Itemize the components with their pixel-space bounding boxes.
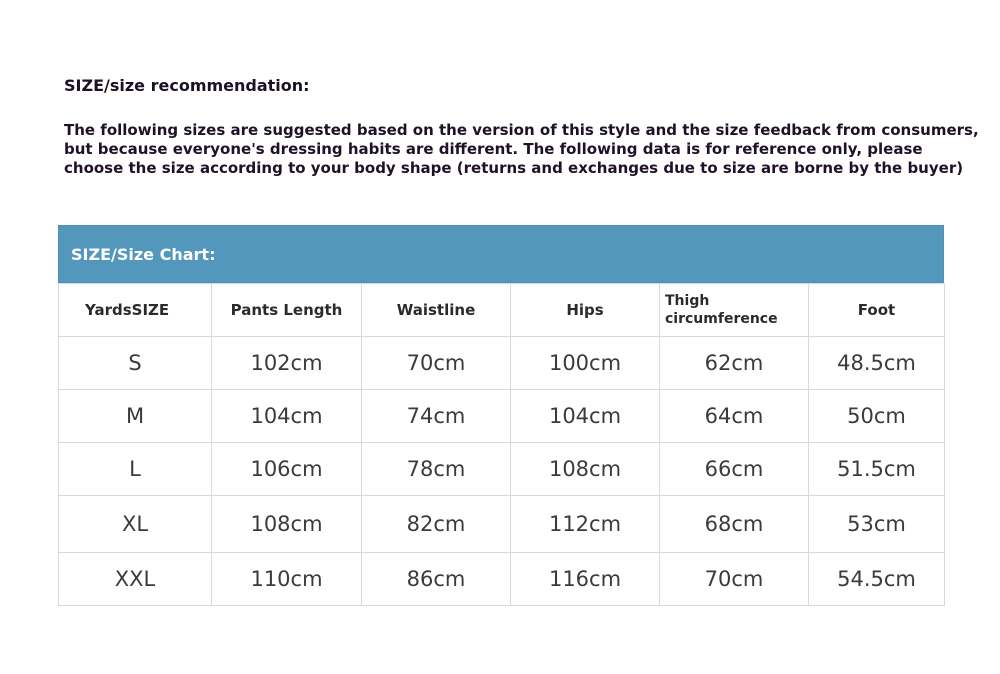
table-header-row bbox=[59, 284, 945, 337]
cell-thigh: 64cm bbox=[660, 390, 809, 443]
size-chart bbox=[58, 225, 944, 606]
intro-line-3: choose the size according to your body shape (returns and exchanges due to size are borne by the buyer) bbox=[64, 159, 964, 177]
cell-pants-length: 106cm bbox=[212, 443, 362, 496]
cell-size: S bbox=[59, 337, 212, 390]
column-header-size: YardsSIZE bbox=[59, 284, 212, 337]
cell-foot: 50cm bbox=[809, 390, 945, 443]
cell-size: XL bbox=[59, 496, 212, 553]
cell-pants-length: 108cm bbox=[212, 496, 362, 553]
cell-thigh: 62cm bbox=[660, 337, 809, 390]
cell-thigh: 68cm bbox=[660, 496, 809, 553]
cell-size: L bbox=[59, 443, 212, 496]
column-header-pants-length: Pants Length bbox=[212, 284, 362, 337]
table-row bbox=[59, 496, 945, 553]
cell-thigh: 70cm bbox=[660, 553, 809, 606]
cell-pants-length: 104cm bbox=[212, 390, 362, 443]
column-header-waistline: Waistline bbox=[362, 284, 511, 337]
cell-hips: 116cm bbox=[511, 553, 660, 606]
cell-foot: 54.5cm bbox=[809, 553, 945, 606]
intro-text bbox=[64, 121, 979, 178]
table-row bbox=[59, 337, 945, 390]
cell-waistline: 74cm bbox=[362, 390, 511, 443]
cell-hips: 112cm bbox=[511, 496, 660, 553]
cell-foot: 51.5cm bbox=[809, 443, 945, 496]
cell-waistline: 86cm bbox=[362, 553, 511, 606]
column-header-thigh: Thigh circumference bbox=[660, 284, 809, 337]
cell-hips: 104cm bbox=[511, 390, 660, 443]
cell-size: XXL bbox=[59, 553, 212, 606]
cell-hips: 100cm bbox=[511, 337, 660, 390]
page-heading: SIZE/size recommendation: bbox=[64, 76, 310, 95]
table-row bbox=[59, 443, 945, 496]
cell-hips: 108cm bbox=[511, 443, 660, 496]
intro-line-2: but because everyone's dressing habits are different. The following data is for reference only, please bbox=[64, 140, 923, 158]
cell-size: M bbox=[59, 390, 212, 443]
cell-pants-length: 102cm bbox=[212, 337, 362, 390]
column-header-foot: Foot bbox=[809, 284, 945, 337]
cell-thigh: 66cm bbox=[660, 443, 809, 496]
size-chart-title: SIZE/Size Chart: bbox=[58, 225, 944, 283]
column-header-hips: Hips bbox=[511, 284, 660, 337]
size-table bbox=[58, 283, 945, 606]
cell-waistline: 82cm bbox=[362, 496, 511, 553]
cell-foot: 48.5cm bbox=[809, 337, 945, 390]
cell-pants-length: 110cm bbox=[212, 553, 362, 606]
intro-line-1: The following sizes are suggested based on the version of this style and the size feedback from consumers, bbox=[64, 121, 979, 139]
cell-foot: 53cm bbox=[809, 496, 945, 553]
cell-waistline: 70cm bbox=[362, 337, 511, 390]
table-row bbox=[59, 390, 945, 443]
cell-waistline: 78cm bbox=[362, 443, 511, 496]
table-row bbox=[59, 553, 945, 606]
